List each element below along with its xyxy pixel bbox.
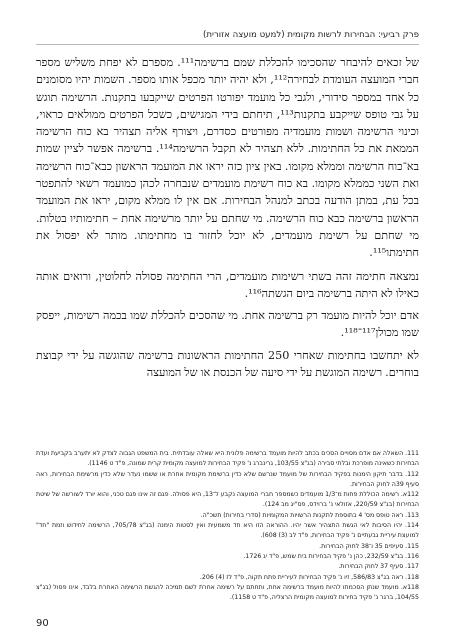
footnote-113: 113. ראה טופס מס' 4 בתוספת לתקנות הרשויות המקומיות (סדרי בחירות) תשכ"ה. [200,511,419,519]
footnote-112a: 112א. רשימה הכוללת פחות מ־1/3 מועמדים כשמספר חברי המועצה נקבע ל־13, היא פסולה. פגם זה אינו פגם טכני, והוא יורד לשורשה של שיטת הבחירות (בג"צ 220/59, אזולאי נ' ברוידס, פס"יג מב 124). [36,491,419,509]
page-number: 90 [36,618,49,629]
footnote-111: 111. השאלה אם אדם מסויים הסכים בכתב להיות מועמד ברשימה פלונית היא שאלה עובדתית. בית המשפט הגבוה לצדק לא יתערב בקביעת ועדת הבחירות כשאינה מופרכת ובלתי סבירה (בג"צ 103/55, גרינברג נ' פקיד הבחירות למועצה מקומית קרית שמונה, פ"ד ט 1146). [36,450,419,468]
footnote-116: 116. בג"צ 232/59, כהן נ' פקיד הבחירות בית שמש, פ"ד יג 1726. [243,552,419,560]
footnote-118a: 118א. מועמד שנתן הסכמתו להיות מועמד ברשימה אחת, ותחתם על רשימה אחרת לשם תמיכה להגשת הרשימה האחרת בלבד, אינו פסול (בג"צ 104/55, ברגר נ' פקיד בחירות למועצה מקומית הרצליה, פ"ד ט 1158). [36,583,419,602]
body-paragraph-2: נמצאה חתימה זהה בשתי רשימות מועמדים, הרי החתימה פסולה לחלוטין, ורואים אותה כאילו לא היתה ברשימה ביום הגשתה¹¹⁶. [36,269,419,300]
footnote-118: 118. ראה בג"צ 586/83, זיו נ' פקיד הבחירות לעיריית פתח תקוה, פ"ד לז (4) 206. [199,573,419,581]
footnote-114: 114. יהיו הסיבות לאי הגשת התצהיר אשר יהיו. ההוראה הזו היא חד משמעית ואין לסטות הימנה (בג"צ 705/78, הרשימה לחידוש וזמת "חד" למועצת עיריית גבעתיים נ' פקיד הבחירות, פ"ד לב (3) 608). [36,522,419,540]
footnote-117: 117. סעיף 37 לחוק הבחירות. [338,563,419,571]
body-paragraph-4: לא יתחשבו בחתימות שאחרי 250 החתימות הראשונות ברשימה שהוגשה על ידי קבוצת בוחרים. רשימה המוגשת על ידי סיעה של הכנסת או של המועצה [36,348,419,380]
footnote-112: 112. בדבר תיקון הימנות בפקיד הבחירות של מועמד שנרשם שלא כדין ברשימת מקומית אחרת או ששמו נעדר שלא כדין מרשימת הבחירות, ראה סעיף 39ה לחוק הבחירות. [36,470,419,488]
footnotes [36,449,419,603]
main-text [36,54,419,386]
header-divider [36,44,419,45]
body-paragraph-3: אדם יוכל להיות מועמד רק ברשימה אחת. מי שהסכים להכללת שמו בכמה רשימות, ייפסק שמו מכולן¹¹⁷־¹¹⁸. [36,309,419,340]
footnote-115: 115. סעיפים 35 ו־38 לחוק הבחירות. [319,542,419,550]
body-paragraph-1: של זכאים להיבחר שהסכימו להכללת שמם ברשימה¹¹¹. מספרם לא יפחת משליש מספר חברי המועצה העומדת לבחירה¹¹², ולא יהיה יותר מכפל אותו מספר. השמות יהיו מסומנים כל אחד במספר סידורי, ולגבי כל מועמד יפורטו הפרטים שייקבעו בתקנות. הרשימה תוגש על גבי טופס שייקבע בתקנות¹¹³, תיחתם בידי המגישים, כשכל הפרטים ממולאים כראוי, וכינוי הרשימה ושמות מועמדיה מפורטים כסדרם, ויצורף אליה תצהיר בא כוח הרשימה הממאת את כל החתימות. ללא תצהיר לא תקבל הרשימה¹¹⁴. ברשימה אפשר לציין שמות בא־כוח הרשימה וממלא מקומו. באין ציון כזה יראו את המועמד הראשון כבא־כוח הרשימה ואת השני כממלא מקומו. בא כוח רשימת מועמדים שנבחרה לכהן כמועמד רשאי להתפטר בכל עת, במתן הודעה בכתב למנהל הבחירות. אם אין לו ממלא מקום, יראו את המועמד הראשון ברשימה כבא כוח הרשימה. מי שחתם על יותר מרשימה אחת – חתימותיו בטלות. מי שחתם על רשימת מועמדים, לא יוכל לחזור בו מחתימתו. מותר לא יפסול את חתימתו¹¹⁵. [36,56,419,260]
running-header: פרק רביעי: הבחירות לרשות מקומית (למעט מועצה אזורית) [203,30,419,40]
